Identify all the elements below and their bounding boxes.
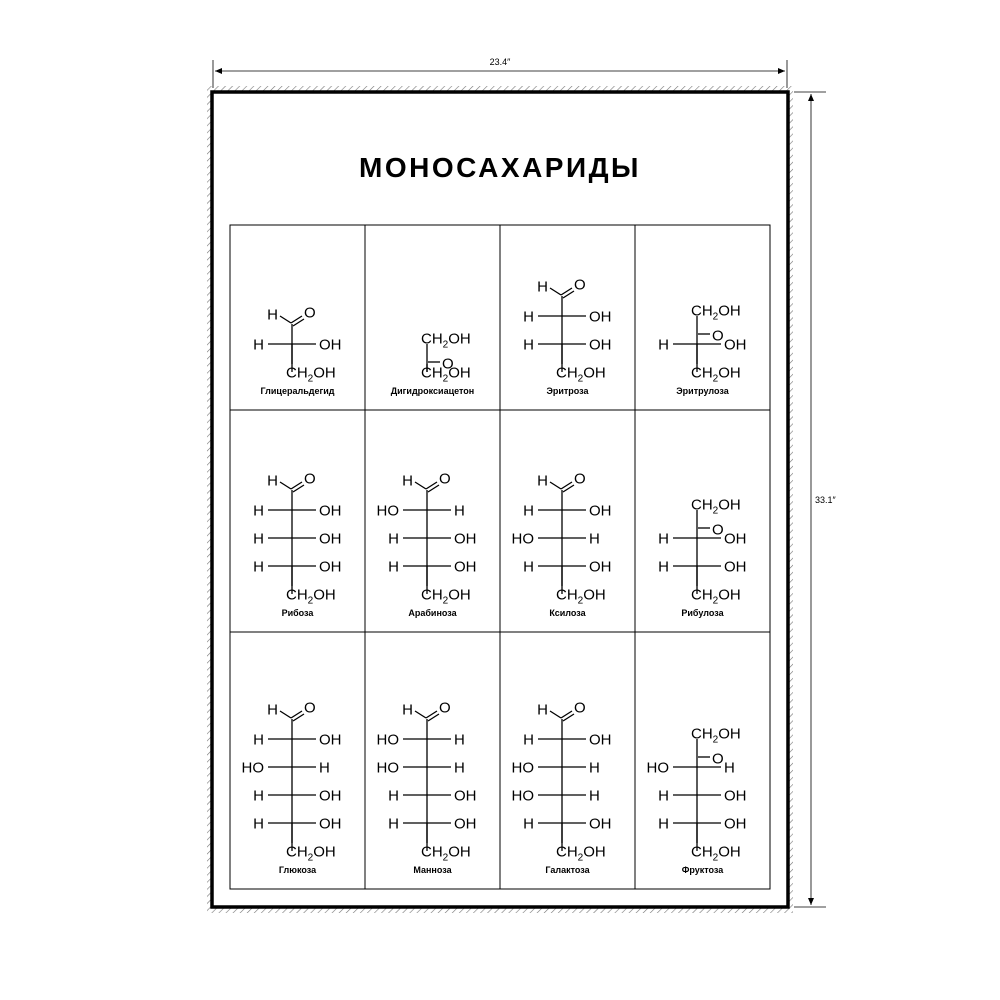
hydroxyl-group: OH <box>319 336 342 354</box>
poster-title: МОНОСАХАРИДЫ <box>359 152 641 183</box>
molecule-name: Ксилоза <box>549 608 586 618</box>
h-atom: H <box>253 502 264 520</box>
hydroxyl-group: OH <box>724 336 747 354</box>
h-atom: H <box>523 502 534 520</box>
h-atom: H <box>388 530 399 548</box>
hydroxyl-group: OH <box>589 815 612 833</box>
ketone-oxygen: O <box>712 750 724 768</box>
h-atom: H <box>589 530 600 548</box>
hydroxyl-group: HO <box>376 731 399 749</box>
aldehyde-h: H <box>267 306 278 324</box>
hydroxyl-group: HO <box>241 759 264 777</box>
carbonyl-oxygen: O <box>439 470 451 488</box>
h-atom: H <box>319 759 330 777</box>
molecule-name: Фруктоза <box>681 865 724 875</box>
h-atom: H <box>658 530 669 548</box>
molecule-name: Эритрулоза <box>676 386 729 396</box>
hydroxyl-group: OH <box>319 731 342 749</box>
h-atom: H <box>523 731 534 749</box>
aldehyde-h: H <box>402 701 413 719</box>
molecule-name: Глицеральдегид <box>260 386 335 396</box>
carbonyl-oxygen: O <box>574 699 586 717</box>
ketone-oxygen: O <box>712 521 724 539</box>
h-atom: H <box>523 336 534 354</box>
carbonyl-oxygen: O <box>304 699 316 717</box>
width-label: 23.4″ <box>489 57 511 67</box>
molecule-name: Рибулоза <box>681 608 724 618</box>
height-label: 33.1″ <box>815 495 836 505</box>
h-atom: H <box>724 759 735 777</box>
aldehyde-h: H <box>537 701 548 719</box>
h-atom: H <box>523 308 534 326</box>
carbonyl-oxygen: O <box>304 470 316 488</box>
ch2oh-group: $CH_2OH$ <box>421 364 471 385</box>
hydroxyl-group: HO <box>376 502 399 520</box>
ch2oh-group: $CH_2OH$ <box>556 843 606 864</box>
ch2oh-group: $CH_2OH$ <box>286 364 336 385</box>
hydroxyl-group: OH <box>319 502 342 520</box>
h-atom: H <box>454 759 465 777</box>
width-dimension <box>213 57 787 88</box>
hydroxyl-group: OH <box>589 336 612 354</box>
h-atom: H <box>589 759 600 777</box>
h-atom: H <box>253 731 264 749</box>
hydroxyl-group: OH <box>589 731 612 749</box>
ch2oh-group: $CH_2OH$ <box>691 586 741 607</box>
ch2oh-group: $CH_2OH$ <box>421 330 471 351</box>
h-atom: H <box>253 815 264 833</box>
hydroxyl-group: HO <box>376 759 399 777</box>
hydroxyl-group: OH <box>724 787 747 805</box>
molecule-name: Галактоза <box>545 865 590 875</box>
hydroxyl-group: HO <box>511 787 534 805</box>
ketone-oxygen: O <box>442 355 454 373</box>
molecule-name: Манноза <box>413 865 452 875</box>
h-atom: H <box>523 815 534 833</box>
aldehyde-h: H <box>537 472 548 490</box>
molecule-name: Дигидроксиацетон <box>390 386 475 396</box>
h-atom: H <box>589 787 600 805</box>
hydroxyl-group: HO <box>511 759 534 777</box>
ch2oh-group: $CH_2OH$ <box>421 843 471 864</box>
h-atom: H <box>253 336 264 354</box>
h-atom: H <box>388 815 399 833</box>
ketone-oxygen: O <box>712 327 724 345</box>
hydroxyl-group: OH <box>454 530 477 548</box>
h-atom: H <box>454 731 465 749</box>
hydroxyl-group: HO <box>646 759 669 777</box>
carbonyl-oxygen: O <box>574 276 586 294</box>
aldehyde-h: H <box>267 472 278 490</box>
aldehyde-h: H <box>267 701 278 719</box>
hydroxyl-group: OH <box>319 530 342 548</box>
h-atom: H <box>658 787 669 805</box>
ch2oh-group: $CH_2OH$ <box>691 725 741 746</box>
h-atom: H <box>658 336 669 354</box>
h-atom: H <box>253 558 264 576</box>
hydroxyl-group: OH <box>589 308 612 326</box>
hydroxyl-group: OH <box>454 815 477 833</box>
hydroxyl-group: OH <box>589 502 612 520</box>
ch2oh-group: $CH_2OH$ <box>691 496 741 517</box>
carbonyl-oxygen: O <box>574 470 586 488</box>
aldehyde-h: H <box>537 278 548 296</box>
ch2oh-group: $CH_2OH$ <box>286 586 336 607</box>
h-atom: H <box>388 558 399 576</box>
ch2oh-group: $CH_2OH$ <box>556 586 606 607</box>
hydroxyl-group: OH <box>319 558 342 576</box>
h-atom: H <box>523 558 534 576</box>
hydroxyl-group: OH <box>319 787 342 805</box>
aldehyde-h: H <box>402 472 413 490</box>
ch2oh-group: $CH_2OH$ <box>691 843 741 864</box>
hydroxyl-group: HO <box>511 530 534 548</box>
ch2oh-group: $CH_2OH$ <box>691 302 741 323</box>
ch2oh-group: $CH_2OH$ <box>286 843 336 864</box>
h-atom: H <box>253 787 264 805</box>
ch2oh-group: $CH_2OH$ <box>421 586 471 607</box>
carbonyl-oxygen: O <box>439 699 451 717</box>
hydroxyl-group: OH <box>454 558 477 576</box>
hydroxyl-group: OH <box>724 530 747 548</box>
ch2oh-group: $CH_2OH$ <box>691 364 741 385</box>
molecule-name: Глюкоза <box>278 865 317 875</box>
ch2oh-group: $CH_2OH$ <box>556 364 606 385</box>
molecule-name: Арабиноза <box>408 608 457 618</box>
height-dimension <box>794 92 837 907</box>
carbonyl-oxygen: O <box>304 304 316 322</box>
h-atom: H <box>253 530 264 548</box>
hydroxyl-group: OH <box>724 815 747 833</box>
hydroxyl-group: OH <box>724 558 747 576</box>
h-atom: H <box>658 558 669 576</box>
h-atom: H <box>454 502 465 520</box>
molecule-name: Эритроза <box>546 386 589 396</box>
h-atom: H <box>388 787 399 805</box>
hydroxyl-group: OH <box>589 558 612 576</box>
h-atom: H <box>658 815 669 833</box>
hydroxyl-group: OH <box>454 787 477 805</box>
hydroxyl-group: OH <box>319 815 342 833</box>
molecule-name: Рибоза <box>281 608 314 618</box>
